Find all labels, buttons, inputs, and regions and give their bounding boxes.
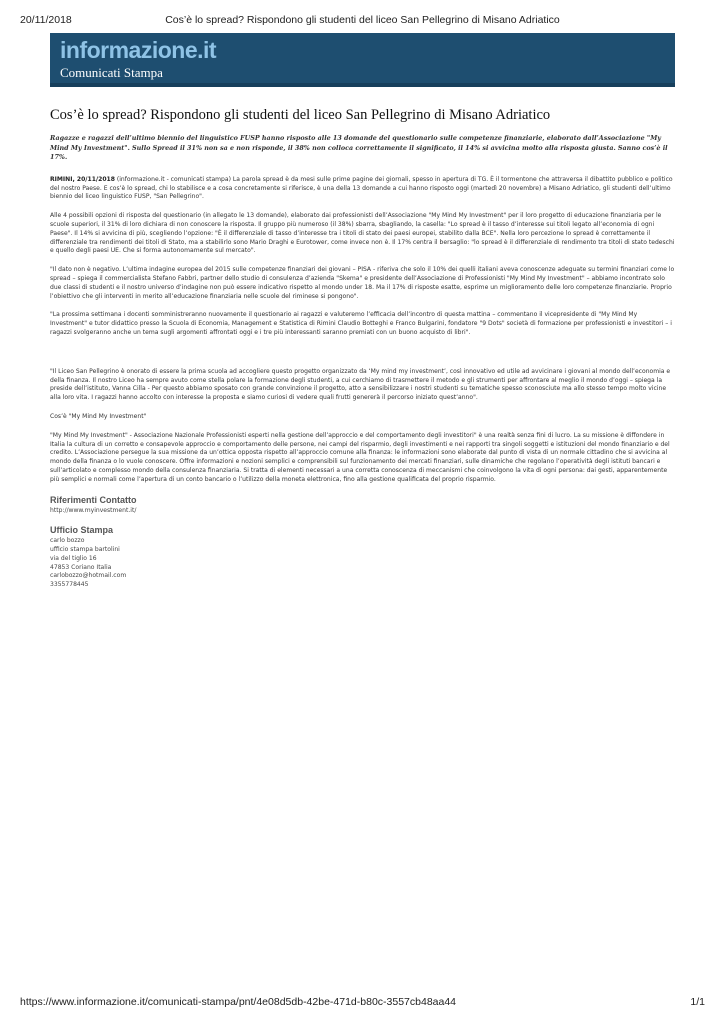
contact-city: 47853 Coriano Italia [50,563,112,571]
ufficio-stampa-heading: Ufficio Stampa [50,525,114,536]
site-banner [50,33,675,87]
contact-phone: 3355778445 [50,581,89,589]
article-paragraph-5: "Il Liceo San Pellegrino è onorato di essere la prima scuola ad accogliere questo progetto organizzato da ‘My mind my investment’, così innovativo ed utile ad avvicinare i giovani al mondo dell’economia e della finanza. Il nostro Liceo ha sempre avuto come stella polare la formazione degli studenti, a cui cerchiamo di trasmettere il metodo e gli strumenti per affrontare al meglio il mondo d’oggi – spiega la preside dell’istituto, Vanna Cilla - Per questo abbiamo sposato con grande convinzione il progetto, atto a sensibilizzare i nostri studenti su tematiche spesso sconosciute ma allo stesso tempo molto vicine alla loro vita. I ragazzi hanno accolto con interesse la proposta e siamo curiosi di vedere quali frutti genererà il percorso iniziato quest’anno". [50,367,671,402]
contact-office: ufficio stampa bartolini [50,546,120,554]
site-section-subtitle: Comunicati Stampa [60,65,163,80]
paragraph-gap [50,348,676,368]
article-paragraph-1 [50,176,676,202]
print-date: 20/11/2018 [20,14,72,26]
article-paragraph-2: Alle 4 possibili opzioni di risposta del questionario (in allegato le 13 domande), elaborato dai professionisti dell’Associazione "My Mind My Investment" per il loro progetto di educazione finanziaria per le scuole superiori, il 31% di loro dichiara di non conoscere la risposta. Il gruppo più numeroso (il 38%) sbarra, sbagliando, la casella: "Lo spread è il tasso d’interesse sui titoli legato all’economia di ogni Paese". Il 14% si avvicina di più, scegliendo l’opzione: "È il differenziale di tasso d’interesse tra i titoli di stato dei paesi europei, stabilito dalla BCE". Nella loro percezione lo spread è correttamente il differenziale tra rendimenti dei titoli di Stato, ma a stabilirlo sono Mario Draghi e Eurotower, come invece non è. Il 17% centra il bersaglio: "lo spread è il differenziale di rendimento tra titoli di stato tedeschi e quello degli paesi UE. Che si forma autonomamente sul mercato". [50,212,675,255]
contact-name: carlo bozzo [50,537,85,545]
article-paragraph-1-text: (informazione.it - comunicati stampa) La parola spread è da mesi sulle prime pagine dei giornali, spesso in apertura di TG. È il tormentone che attraversa il dibattito pubblico e politico del nostro Paese. E cos’è lo spread, chi lo stabilisce e a cosa concretamente si riferisce, è una della 13 domande a cui hanno risposto oggi (martedì 20 novembre) a Misano Adriatico, gli studenti dell’ultimo biennio del liceo linguistico FUSP, "San Pellegrino". [50,175,673,201]
print-page-url: https://www.informazione.it/comunicati-stampa/pnt/4e08d5db-42be-471d-b80c-3557cb48aa44 [20,996,457,1008]
ufficio-stampa-details [50,537,676,590]
riferimenti-url-link[interactable]: http://www.myinvestment.it/ [50,506,137,514]
site-logo[interactable]: informazione.it [60,37,217,63]
riferimenti-heading: Riferimenti Contatto [50,494,137,505]
print-document-title: Cos’è lo spread? Rispondono gli studenti del liceo San Pellegrino di Misano Adriatico [165,14,560,26]
article-paragraph-6: Cos’è "My Mind My Investment" [50,412,147,420]
contact-street: via del tiglio 16 [50,554,97,562]
article-paragraph-7: "My Mind My Investment" - Associazione Nazionale Professionisti esperti nella gestione dell’approccio e del comportamento degli investitori" è una realtà senza fini di lucro. La su missione è diffondere in Italia la cultura di un corretto e consapevole approccio e comportamento delle persone, nei campi del risparmio, degli investimenti e nei rapporti tra singoli soggetti e istituzioni del mondo finanziario e del credito. L’Associazione persegue la sua missione da un’ottica opposta rispetto all’approccio comune alla finanza: le informazioni sono elaborate dal punto di vista di un normale cittadino che si avvicina al mondo della finanza o lo vuole conoscere. Offre informazioni e nozioni semplici e comprensibili sul funzionamento dei mercati finanziari, sulle dinamiche che regolano l’operatività degli istituti bancari e sull’articolato e complesso mondo della consulenza finanziaria. Si tratta di elementi necessari a una corretta conoscenza di meccanismi che coinvolgono la vita di ogni persona: dai gesti, apparentemente più semplici e normali come l’apertura di un conto bancario o l’utilizzo della moneta elettronica, fino alla gestione qualificata del proprio risparmio. [50,431,670,483]
contact-email[interactable]: carlobozzo@hotmail.com [50,572,127,580]
print-page-number: 1/1 [690,996,705,1008]
print-header [20,14,705,28]
article-paragraph-4: "La prossima settimana i docenti somministreranno nuovamente il questionario ai ragazzi e valuteremo l’efficacia dell’incontro di questa mattina – commentano il vicepresidente di "My Mind My Investment" e tutor didattico presso la Scuola di Economia, Management e Statistica di Rimini Claudio Botteghi e Franco Bulgarini, fondatore "9 Dots" società di formazione per professionisti e investitori – i ragazzi svolgeranno anche un tema sugli argomenti affrontati oggi e i tre più interessanti saranno premiati con un buono acquisto di libri". [50,311,672,336]
article-paragraph-3: "Il dato non è negativo. L’ultima indagine europea del 2015 sulle competenze finanziari dei giovani – PISA - riferiva che solo il 10% dei quelli italiani aveva conoscenze adeguate su termini finanziari come lo spread – spiega il commercialista Stefano Fabbri, partner dello studio di consulenza d’azienda "Skema" e presidente dell’Associazione di Professionisti "My Mind My Investment" – abbiamo incontrato solo due classi di studenti e il nostro universo d’indagine non può essere indicativo rispetto al mondo under 18. Ma il 17% di risposte esatte, esprime un miglioramento delle loro competenze finanziarie. Proprio l’obiettivo che gli interventi in merito all’educazione finanziaria nelle scuole del riminese si pongono". [50,266,675,300]
article-lead: Ragazze e ragazzi dell’ultimo biennio del linguistico FUSP hanno risposto alle 13 domande del questionario sulle competenze finanziarie, elaborato dall’Associazione "My Mind My Investment". Sullo Spread il 31% non sa e non risponde, il 38% non colloca correttamente il significato, il 14% si avvicina molto alla risposta giusta. Sanno cos’è il 17%. [50,134,668,162]
article-dateline: RIMINI, 20/11/2018 [50,175,115,183]
print-footer [20,996,705,1010]
article-content [50,107,676,590]
article-title: Cos’è lo spread? Rispondono gli studenti del liceo San Pellegrino di Misano Adriatico [50,107,551,123]
